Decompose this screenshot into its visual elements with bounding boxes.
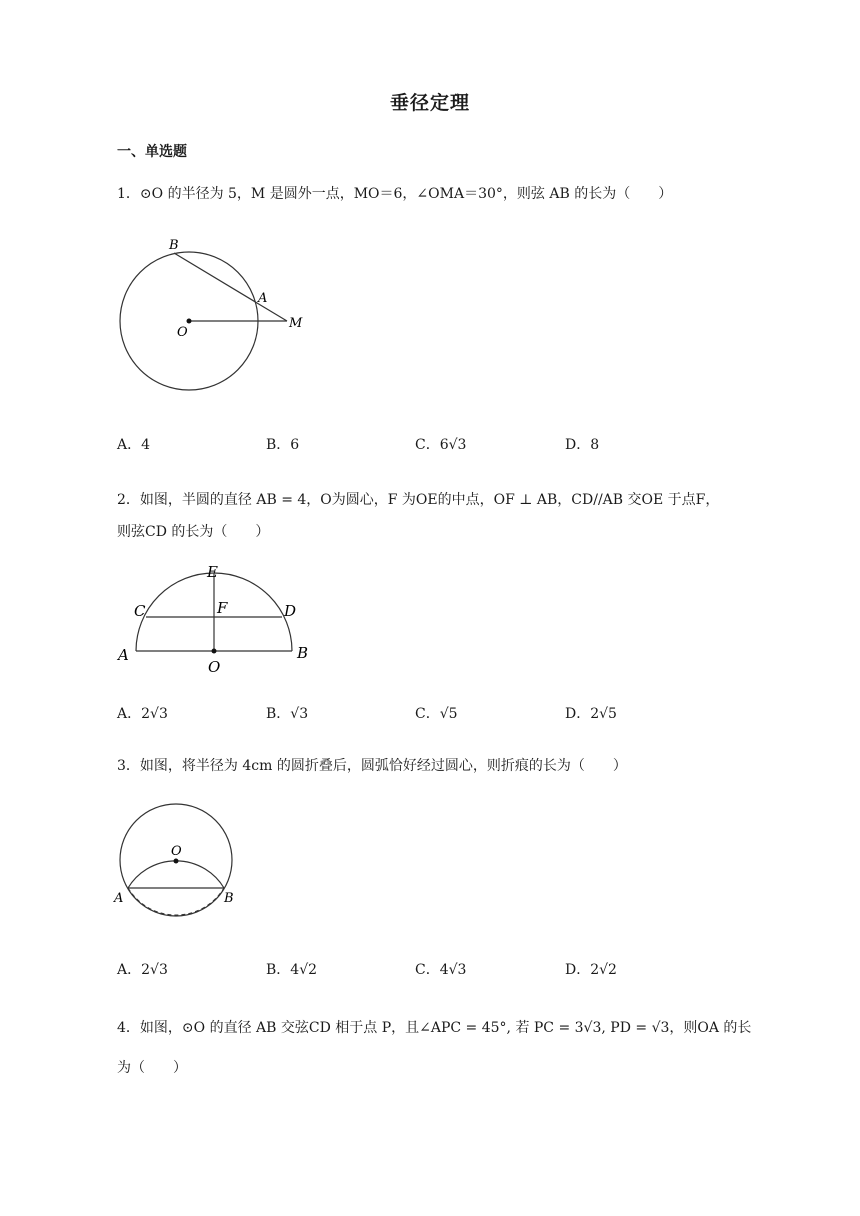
label-o: O [208, 658, 221, 676]
label-e: E [207, 563, 218, 581]
question-3-option-d[interactable]: D．2√2 [565, 962, 617, 978]
question-2-figure [112, 558, 322, 678]
question-2-option-c[interactable]: C．√5 [415, 706, 458, 722]
label-b: B [169, 238, 179, 253]
label-o: O [177, 325, 188, 340]
question-3-option-a[interactable]: A．2√3 [117, 962, 168, 978]
question-3-figure [108, 800, 248, 920]
question-1-option-a[interactable]: A．4 [117, 437, 151, 453]
label-b: B [224, 891, 234, 906]
label-a: A [118, 646, 129, 664]
label-a: A [258, 291, 268, 306]
question-2-stem-line1: 2．如图，半圆的直径 AB = 4，O为圆心，F 为OE的中点，OF ⊥ AB，CD//AB 交OE 于点F， [117, 492, 720, 508]
question-1-stem: 1．⊙O 的半径为 5，M 是圆外一点，MO＝6，∠OMA＝30°，则弦 AB 的长为（ ） [117, 186, 673, 202]
question-2-stem-line2: 则弦CD 的长为（ ） [117, 524, 270, 540]
question-1-option-d[interactable]: D．8 [565, 437, 600, 453]
question-2-option-a[interactable]: A．2√3 [117, 706, 168, 722]
question-1-option-c[interactable]: C．6√3 [415, 437, 467, 453]
question-4-stem-line2: 为（ ） [117, 1060, 187, 1076]
question-3-option-b[interactable]: B．4√2 [266, 962, 318, 978]
question-2-option-d[interactable]: D．2√5 [565, 706, 617, 722]
label-c: C [134, 602, 146, 620]
label-f: F [217, 599, 228, 617]
question-2-option-b[interactable]: B．√3 [266, 706, 309, 722]
page-title: 垂径定理 [389, 92, 470, 114]
question-3-stem: 3．如图，将半径为 4cm 的圆折叠后，圆弧恰好经过圆心，则折痕的长为（ ） [117, 758, 627, 774]
label-b: B [297, 644, 309, 662]
label-d: D [284, 602, 297, 620]
section-heading: 一、单选题 [117, 144, 187, 160]
label-m: M [289, 316, 303, 331]
question-1-figure [112, 232, 312, 402]
question-1-option-b[interactable]: B．6 [266, 437, 300, 453]
question-4-stem-line1: 4．如图，⊙O 的直径 AB 交弦CD 相于点 P，且∠APC = 45°, 若 PC = 3√3, PD = √3，则OA 的长 [117, 1020, 752, 1036]
label-o: O [171, 844, 182, 859]
label-a: A [114, 891, 124, 906]
question-3-option-c[interactable]: C．4√3 [415, 962, 467, 978]
